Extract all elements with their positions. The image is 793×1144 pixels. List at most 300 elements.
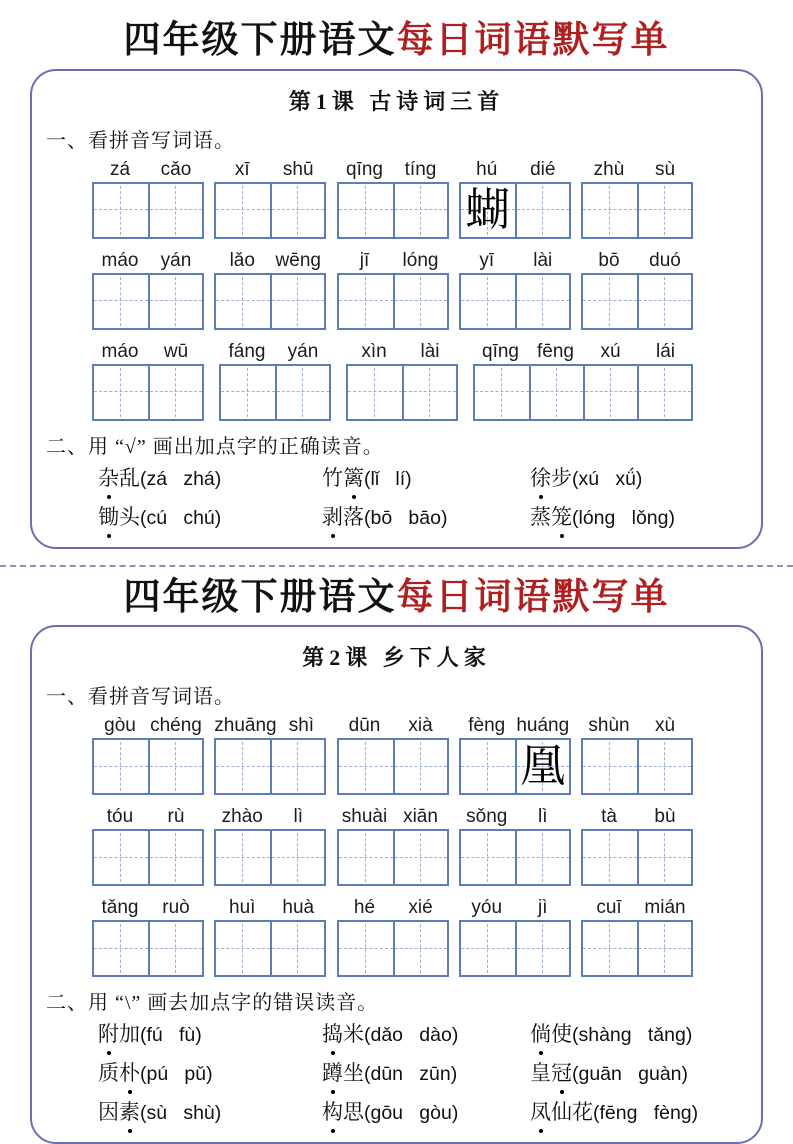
pinyin-syllable: yán — [160, 249, 192, 271]
pinyin-label — [346, 339, 458, 364]
grid-cell[interactable] — [94, 922, 148, 975]
writing-grid — [214, 182, 326, 239]
writing-grid — [92, 920, 204, 977]
pinyin-label — [219, 339, 331, 364]
writing-grid — [459, 273, 571, 330]
grid-cell[interactable] — [393, 740, 447, 793]
pinyin-label — [214, 248, 326, 273]
lesson-1-pinyin-grid — [92, 157, 693, 421]
word-row — [92, 804, 693, 886]
pinyin-label — [92, 713, 204, 738]
lesson-1-part1-label: 一、看拼音写词语。 — [46, 129, 235, 152]
writing-grid — [92, 273, 204, 330]
grid-cell[interactable] — [216, 275, 270, 328]
grid-cell[interactable] — [583, 366, 637, 419]
lesson-2-part2-label: 二、用 “\” 画去加点字的错误读音。 — [46, 992, 379, 1015]
pinyin-label — [337, 804, 449, 829]
dotted-character: 徐 — [530, 463, 551, 493]
character: 竹 — [322, 465, 343, 490]
word-item — [473, 339, 693, 421]
grid-cell[interactable] — [637, 740, 691, 793]
grid-cell[interactable] — [583, 184, 637, 237]
pinyin-options[interactable]: (bō bāo) — [364, 506, 448, 529]
pinyin-syllable: xú — [600, 340, 621, 362]
choice-item — [530, 463, 751, 494]
pinyin-label — [459, 895, 571, 920]
choice-word — [98, 1061, 140, 1085]
word-item — [337, 804, 449, 886]
word-item — [459, 248, 571, 330]
pinyin-label — [581, 248, 693, 273]
pinyin-syllable: tǎng — [101, 897, 139, 919]
pinyin-syllable: shuài — [341, 806, 388, 828]
writing-grid — [581, 182, 693, 239]
dotted-character: 捣 — [322, 1019, 343, 1049]
grid-cell[interactable] — [270, 831, 324, 884]
page-title — [0, 20, 793, 63]
grid-cell[interactable] — [270, 184, 324, 237]
writing-grid — [337, 738, 449, 795]
character: 皇 — [530, 1061, 551, 1086]
character: 落 — [343, 504, 364, 529]
pinyin-label — [581, 804, 693, 829]
pinyin-syllable: máo — [101, 249, 139, 271]
page-title-red: 每日词语默写单 — [396, 20, 670, 61]
choice-word — [530, 1100, 593, 1124]
grid-cell[interactable] — [148, 831, 202, 884]
grid-cell[interactable] — [393, 922, 447, 975]
word-item — [92, 895, 204, 977]
pinyin-label — [581, 713, 693, 738]
writing-grid — [337, 920, 449, 977]
grid-cell[interactable] — [515, 275, 569, 328]
grid-cell[interactable] — [515, 922, 569, 975]
word-item — [581, 713, 693, 795]
word-item — [459, 804, 571, 886]
word-row — [92, 895, 693, 977]
pinyin-syllable: tóu — [106, 806, 134, 828]
character: 花 — [572, 1100, 593, 1125]
pinyin-syllable: hú — [476, 158, 498, 180]
pinyin-label — [473, 339, 693, 364]
word-item — [346, 339, 458, 421]
dotted-character: 杂 — [98, 463, 119, 493]
character: 仙 — [551, 1100, 572, 1125]
grid-cell[interactable] — [148, 740, 202, 793]
writing-grid — [337, 182, 449, 239]
pinyin-options[interactable]: (shàng tǎng) — [572, 1024, 693, 1047]
pinyin-syllable: xī — [234, 158, 250, 180]
pinyin-syllable: huà — [282, 897, 315, 919]
grid-cell[interactable] — [515, 184, 569, 237]
grid-cell[interactable] — [393, 831, 447, 884]
grid-cell[interactable] — [270, 740, 324, 793]
pinyin-label — [459, 157, 571, 182]
writing-grid — [219, 364, 331, 421]
prefilled-character: 蝴 — [465, 184, 511, 235]
grid-cell[interactable] — [583, 275, 637, 328]
pinyin-syllable: jì — [538, 897, 548, 919]
pinyin-syllable: gòu — [104, 715, 136, 737]
word-item — [92, 804, 204, 886]
pinyin-options[interactable]: (zá zhá) — [140, 467, 222, 490]
pinyin-label — [92, 248, 204, 273]
lesson-2-part1-label: 一、看拼音写词语。 — [46, 686, 235, 709]
character: 步 — [551, 465, 572, 490]
word-item — [459, 157, 571, 239]
dotted-character: 蹲 — [322, 1058, 343, 1088]
writing-grid — [214, 738, 326, 795]
pinyin-syllable: máo — [101, 340, 139, 362]
grid-cell[interactable] — [94, 740, 148, 793]
grid-cell[interactable] — [461, 275, 515, 328]
pinyin-syllable: qīng — [346, 158, 383, 180]
pinyin-syllable: xiān — [403, 806, 438, 828]
dotted-character: 构 — [322, 1097, 343, 1127]
dotted-character: 朴 — [119, 1058, 140, 1088]
grid-cell[interactable] — [94, 184, 148, 237]
writing-grid — [214, 829, 326, 886]
writing-grid — [92, 364, 204, 421]
dotted-character: 剥 — [322, 502, 343, 532]
pinyin-label — [214, 157, 326, 182]
grid-cell[interactable] — [461, 740, 515, 793]
pinyin-label — [459, 713, 571, 738]
pinyin-label — [92, 804, 204, 829]
grid-cell[interactable] — [637, 366, 691, 419]
dotted-character: 笼 — [551, 502, 572, 532]
pinyin-label — [581, 895, 693, 920]
pinyin-syllable: hé — [353, 897, 376, 919]
grid-cell[interactable] — [583, 740, 637, 793]
pinyin-syllable: tà — [601, 806, 617, 828]
writing-grid — [214, 273, 326, 330]
word-item — [337, 157, 449, 239]
pinyin-label — [337, 157, 449, 182]
writing-grid — [459, 182, 571, 239]
writing-grid — [92, 829, 204, 886]
word-item — [337, 895, 449, 977]
character: 头 — [119, 504, 140, 529]
grid-cell[interactable] — [148, 366, 202, 419]
pinyin-syllable: ruò — [162, 897, 190, 919]
pinyin-syllable: wū — [163, 340, 189, 362]
grid-cell[interactable] — [94, 275, 148, 328]
page-title-2 — [0, 577, 793, 620]
choice-word — [322, 1022, 364, 1046]
pinyin-syllable: lì — [293, 806, 303, 828]
pinyin-syllable: yán — [287, 340, 319, 362]
word-item — [92, 713, 204, 795]
writing-grid — [581, 273, 693, 330]
pinyin-syllable: xìn — [361, 340, 387, 362]
pinyin-syllable: wēng — [275, 249, 321, 271]
pinyin-options[interactable]: (pú pǔ) — [140, 1063, 213, 1086]
page-title-2-black: 四年级下册语文 — [123, 576, 397, 618]
dotted-character: 冠 — [551, 1058, 572, 1088]
sheet-lesson-2 — [30, 625, 763, 1144]
pinyin-syllable: chéng — [150, 715, 202, 737]
dotted-character: 附 — [98, 1019, 119, 1049]
writing-grid — [346, 364, 458, 421]
grid-cell[interactable] — [461, 922, 515, 975]
grid-cell[interactable] — [94, 366, 148, 419]
pinyin-options[interactable]: (cú chú) — [140, 506, 222, 529]
grid-cell[interactable] — [461, 831, 515, 884]
pinyin-syllable: shùn — [588, 715, 630, 737]
grid-cell[interactable] — [348, 366, 402, 419]
character: 使 — [551, 1022, 572, 1047]
prefilled-character: 凰 — [520, 741, 566, 792]
pinyin-label — [337, 248, 449, 273]
writing-grid — [459, 829, 571, 886]
choice-word — [322, 1061, 364, 1085]
choice-item — [98, 1097, 322, 1128]
writing-grid — [92, 738, 204, 795]
pinyin-syllable: lóng — [402, 249, 439, 271]
grid-cell[interactable] — [148, 922, 202, 975]
word-item — [581, 895, 693, 977]
character: 乱 — [119, 465, 140, 490]
word-item — [214, 804, 326, 886]
pinyin-syllable: sǒng — [466, 806, 508, 828]
word-item — [581, 157, 693, 239]
pinyin-label — [581, 157, 693, 182]
choice-item — [530, 1097, 751, 1128]
pinyin-syllable: qīng — [482, 340, 519, 362]
pinyin-syllable: tíng — [404, 158, 437, 180]
character: 加 — [119, 1022, 140, 1047]
pinyin-label — [92, 895, 204, 920]
choice-item — [322, 1058, 530, 1089]
pinyin-syllable: yī — [479, 249, 495, 271]
pinyin-syllable: zhù — [593, 158, 625, 180]
grid-cell[interactable] — [148, 184, 202, 237]
dotted-character: 素 — [119, 1097, 140, 1127]
choice-item — [322, 502, 530, 533]
pinyin-syllable: shì — [288, 715, 315, 737]
sheet-lesson-1 — [30, 69, 763, 549]
grid-cell[interactable] — [270, 922, 324, 975]
writing-grid — [459, 738, 571, 795]
pinyin-syllable: huì — [229, 897, 256, 919]
grid-cell[interactable] — [515, 831, 569, 884]
pinyin-syllable: fáng — [228, 340, 266, 362]
grid-cell[interactable] — [339, 922, 393, 975]
pinyin-syllable: zhuāng — [214, 715, 277, 737]
choice-word — [98, 466, 140, 490]
choice-word — [322, 1100, 364, 1124]
choice-item — [98, 1019, 322, 1050]
writing-grid — [581, 920, 693, 977]
pinyin-syllable: lài — [533, 249, 553, 271]
pinyin-options[interactable]: (lóng lǒng) — [572, 506, 675, 529]
grid-cell[interactable] — [339, 740, 393, 793]
grid-cell[interactable] — [583, 831, 637, 884]
pinyin-label — [337, 713, 449, 738]
grid-cell[interactable] — [402, 366, 456, 419]
pinyin-syllable: xié — [408, 897, 433, 919]
pinyin-label — [92, 157, 204, 182]
pinyin-syllable: huáng — [516, 715, 570, 737]
choice-item — [530, 1058, 751, 1089]
word-row — [92, 248, 693, 330]
writing-grid — [459, 920, 571, 977]
pinyin-syllable: fēng — [537, 340, 574, 362]
pinyin-syllable: dūn — [348, 715, 381, 737]
pinyin-syllable: mián — [644, 897, 686, 919]
word-row — [92, 339, 693, 421]
word-item — [581, 804, 693, 886]
pinyin-options[interactable]: (guān guàn) — [572, 1063, 689, 1086]
word-item — [337, 713, 449, 795]
pinyin-syllable: zá — [109, 158, 131, 180]
pinyin-syllable: zhào — [221, 806, 263, 828]
grid-cell[interactable] — [216, 831, 270, 884]
grid-cell[interactable] — [339, 831, 393, 884]
word-item — [459, 895, 571, 977]
pinyin-syllable: lǎo — [229, 249, 255, 271]
dotted-character: 锄 — [98, 502, 119, 532]
pinyin-syllable: lài — [420, 340, 440, 362]
character: 因 — [98, 1100, 119, 1125]
lesson-1-part2-label: 二、用 “√” 画出加点字的正确读音。 — [46, 435, 384, 458]
choice-item — [322, 463, 530, 494]
choice-item — [98, 1058, 322, 1089]
page-title-2-red: 每日词语默写单 — [396, 576, 670, 618]
pinyin-syllable: jī — [359, 249, 370, 271]
writing-grid — [473, 364, 693, 421]
character: 蒸 — [530, 504, 551, 529]
word-item — [337, 248, 449, 330]
pinyin-syllable: fèng — [468, 715, 506, 737]
writing-grid — [214, 920, 326, 977]
choice-item — [98, 463, 322, 494]
word-item — [92, 157, 204, 239]
choice-item — [322, 1097, 530, 1128]
grid-cell[interactable] — [637, 922, 691, 975]
grid-cell[interactable] — [529, 366, 583, 419]
writing-grid — [581, 829, 693, 886]
worksheet-page — [0, 20, 793, 1144]
choice-word — [98, 1022, 140, 1046]
word-row — [92, 713, 693, 795]
character: 米 — [343, 1022, 364, 1047]
grid-cell[interactable] — [216, 184, 270, 237]
pinyin-label — [459, 248, 571, 273]
pinyin-options[interactable]: (xú xǘ) — [572, 467, 643, 490]
pinyin-syllable: shū — [282, 158, 314, 180]
page-divider — [0, 565, 793, 567]
choice-word — [530, 505, 572, 529]
pinyin-options[interactable]: (fēng fèng) — [593, 1102, 699, 1125]
pinyin-options[interactable]: (fú fù) — [140, 1024, 202, 1047]
choice-item — [530, 502, 751, 533]
pinyin-label — [214, 895, 326, 920]
pinyin-syllable: sù — [654, 158, 676, 180]
pinyin-syllable: xià — [408, 715, 433, 737]
choice-word — [530, 1061, 572, 1085]
dotted-character: 凤 — [530, 1097, 551, 1127]
grid-cell[interactable] — [461, 184, 515, 237]
character: 坐 — [343, 1061, 364, 1086]
choice-word — [98, 505, 140, 529]
word-item — [214, 248, 326, 330]
grid-cell[interactable] — [339, 275, 393, 328]
choice-item — [530, 1019, 751, 1050]
pinyin-syllable: yóu — [471, 897, 503, 919]
choice-word — [322, 466, 364, 490]
pinyin-label — [214, 713, 326, 738]
choice-word — [98, 1100, 140, 1124]
pinyin-options[interactable]: (gōu gòu) — [364, 1102, 459, 1125]
grid-cell[interactable] — [339, 184, 393, 237]
lesson-2-pinyin-grid — [92, 713, 693, 977]
grid-cell[interactable] — [216, 740, 270, 793]
grid-cell[interactable] — [270, 275, 324, 328]
pinyin-syllable: lái — [655, 340, 675, 362]
character: 质 — [98, 1061, 119, 1086]
pinyin-options[interactable]: (lǐ lí) — [364, 467, 412, 490]
pinyin-label — [459, 804, 571, 829]
pinyin-label — [92, 339, 204, 364]
grid-cell[interactable] — [637, 831, 691, 884]
choice-word — [322, 505, 364, 529]
grid-cell[interactable] — [475, 366, 529, 419]
grid-cell[interactable] — [94, 831, 148, 884]
writing-grid — [337, 829, 449, 886]
grid-cell[interactable] — [393, 275, 447, 328]
pinyin-syllable: lì — [538, 806, 548, 828]
word-item — [581, 248, 693, 330]
grid-cell[interactable] — [216, 922, 270, 975]
writing-grid — [337, 273, 449, 330]
pinyin-syllable: cǎo — [160, 158, 192, 180]
pinyin-options[interactable]: (dūn zūn) — [364, 1063, 458, 1086]
dotted-character: 倘 — [530, 1019, 551, 1049]
pinyin-syllable: bù — [654, 806, 676, 828]
pinyin-syllable: duó — [649, 249, 681, 271]
choice-item — [98, 502, 322, 533]
word-item — [219, 339, 331, 421]
character: 思 — [343, 1100, 364, 1125]
word-item — [214, 713, 326, 795]
grid-cell[interactable] — [221, 366, 275, 419]
pinyin-syllable: bō — [598, 249, 620, 271]
choice-item — [322, 1019, 530, 1050]
lesson-2-title: 第2课 乡下人家 — [302, 645, 491, 671]
writing-grid — [92, 182, 204, 239]
grid-cell[interactable] — [637, 275, 691, 328]
pinyin-syllable: xù — [654, 715, 676, 737]
pinyin-syllable: rù — [167, 806, 185, 828]
pinyin-options[interactable]: (sù shù) — [140, 1102, 222, 1125]
page-title-black: 四年级下册语文 — [123, 20, 397, 61]
grid-cell[interactable] — [637, 184, 691, 237]
word-item — [214, 895, 326, 977]
grid-cell[interactable] — [148, 275, 202, 328]
pinyin-syllable: dié — [530, 158, 556, 180]
grid-cell[interactable] — [275, 366, 329, 419]
grid-cell[interactable] — [583, 922, 637, 975]
grid-cell[interactable] — [515, 740, 569, 793]
word-item — [92, 248, 204, 330]
pinyin-syllable: cuī — [596, 897, 622, 919]
word-row — [92, 157, 693, 239]
word-item — [459, 713, 571, 795]
pinyin-options[interactable]: (dǎo dào) — [364, 1024, 459, 1047]
grid-cell[interactable] — [393, 184, 447, 237]
